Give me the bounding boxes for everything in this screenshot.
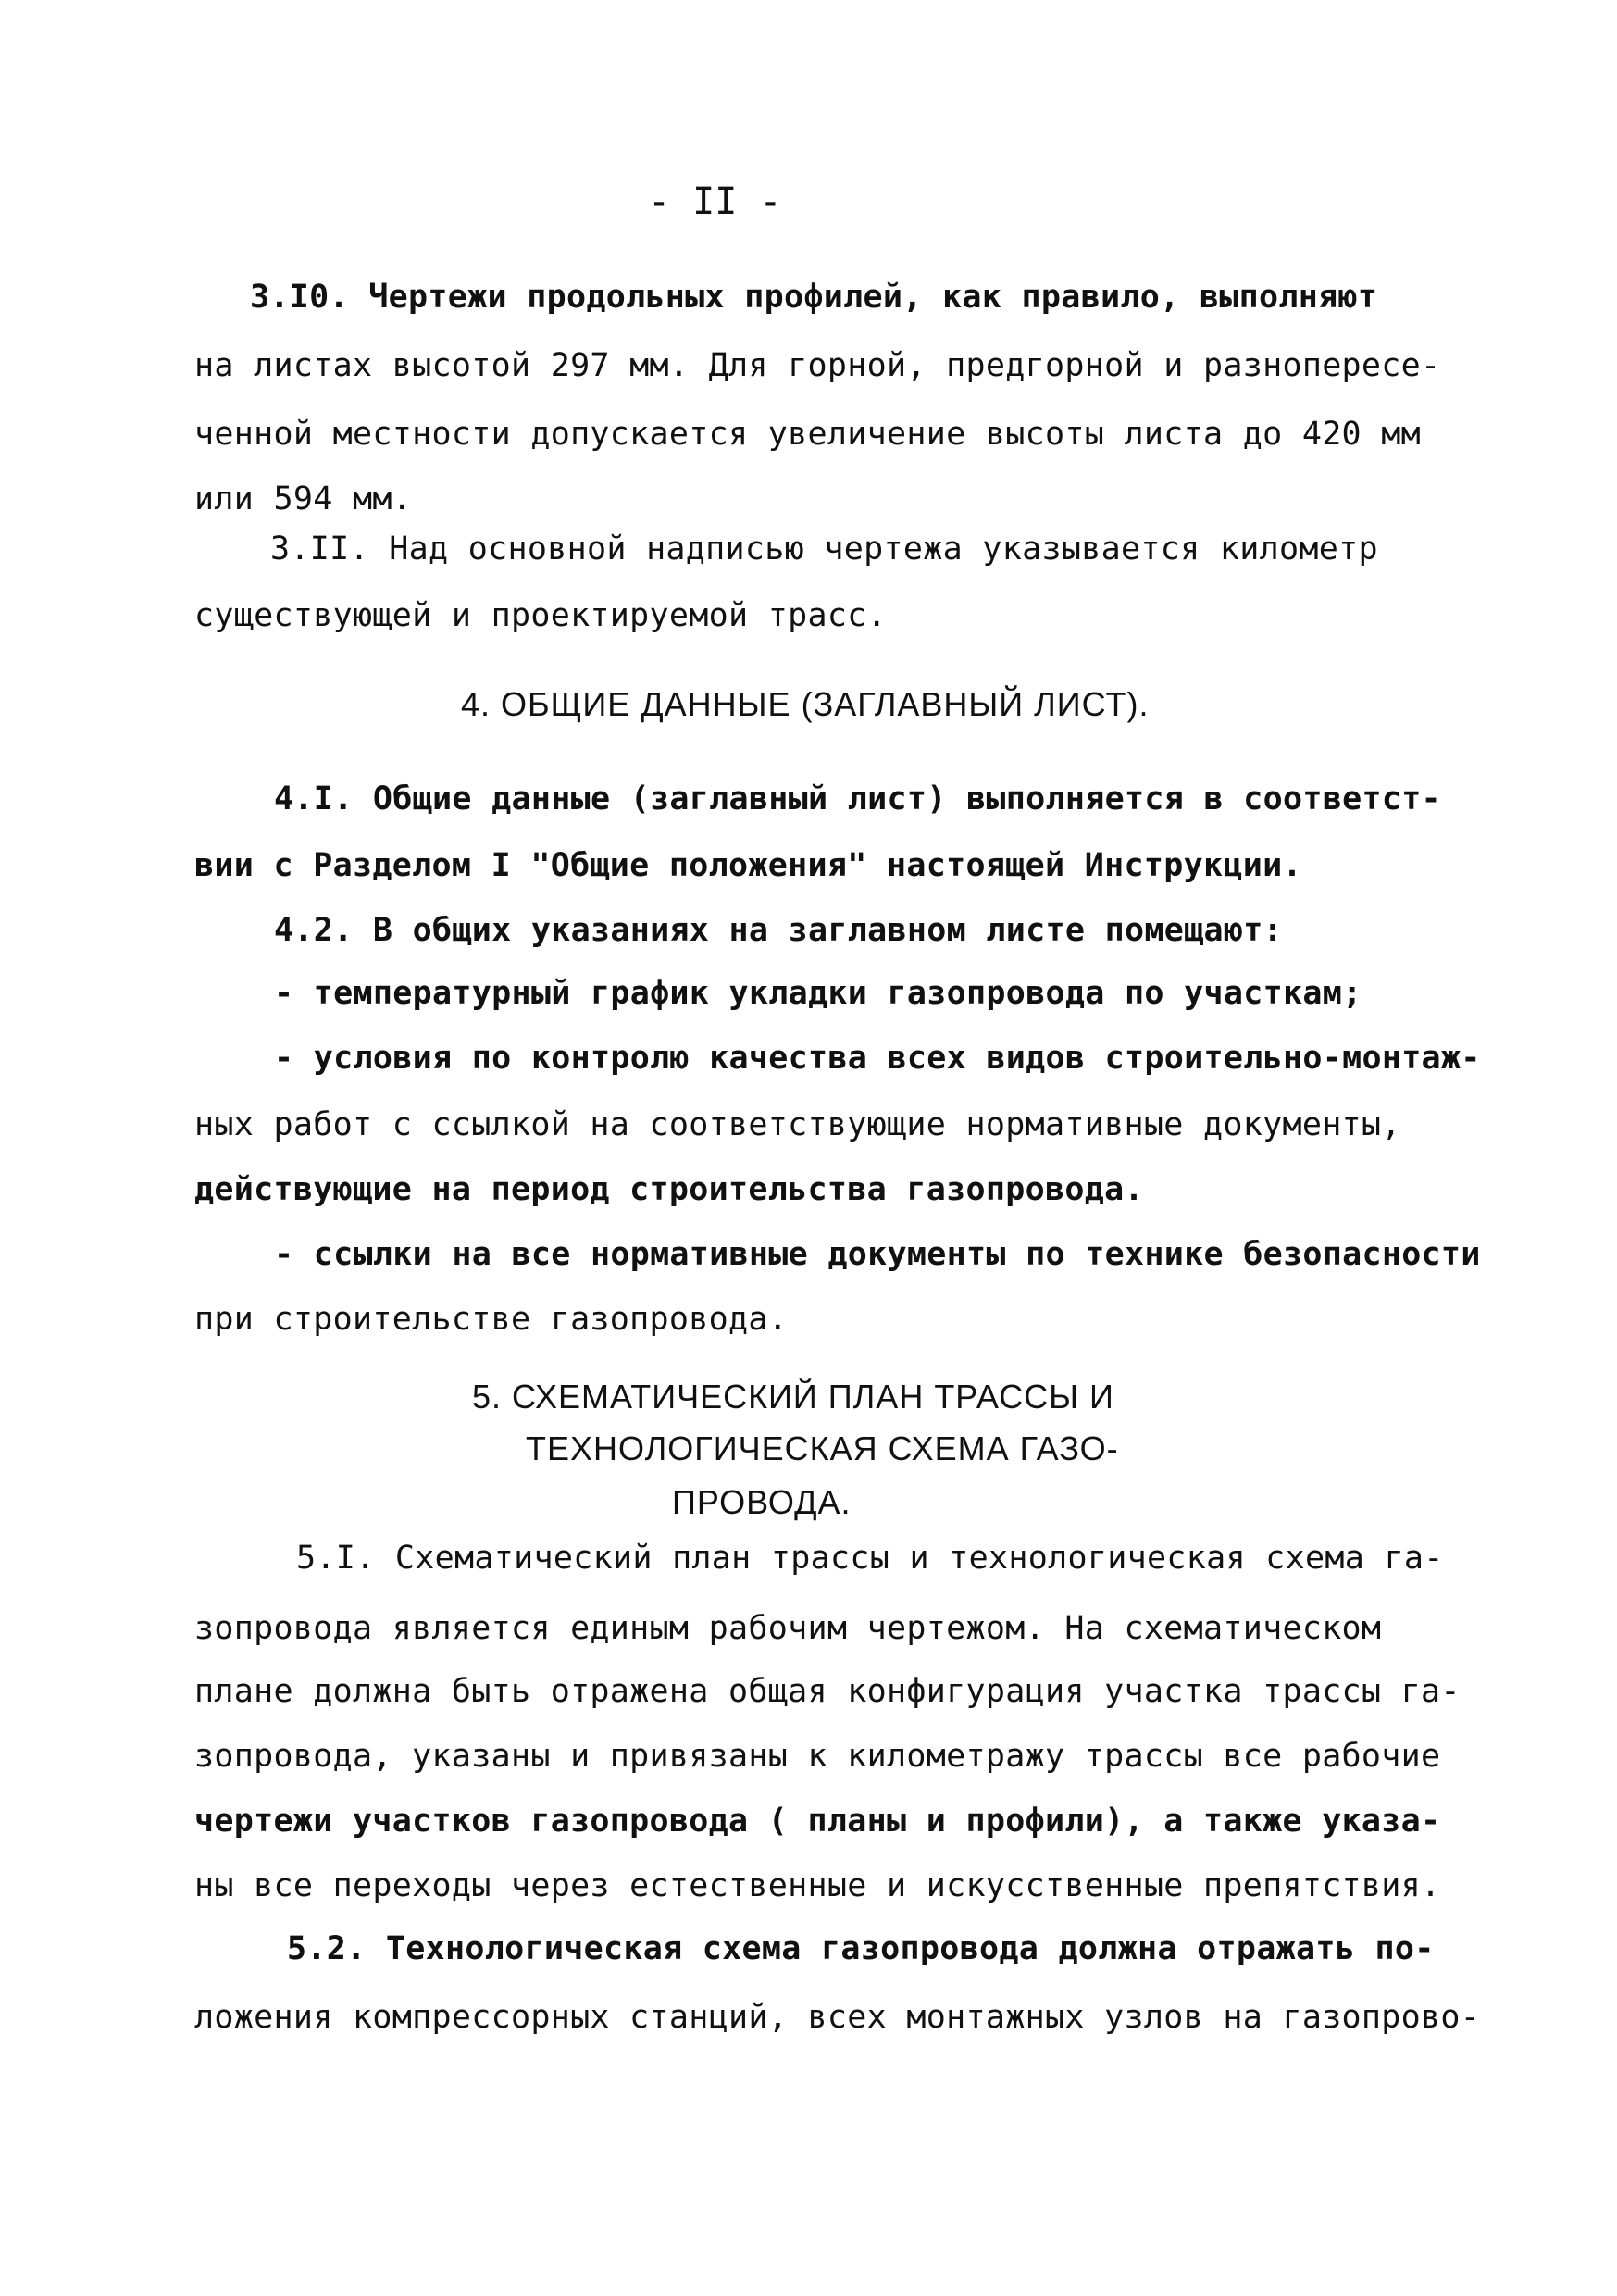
section-heading-5: ПРОВОДА. [672,1483,852,1521]
page-number: - II - [648,181,782,223]
paragraph-4-2-line: - температурный график укладки газопровода по участкам; [274,975,1362,1012]
paragraph-4-2-line: 4.2. В общих указаниях на заглавном листе помещают: [274,912,1283,949]
paragraph-3-11-line: существующей и проектируемой трасс. [194,597,888,634]
paragraph-3-10-line: на листах высотой 297 мм. Для горной, предгорной и разнопересе- [194,347,1441,384]
paragraph-4-2-line: - условия по контролю качества всех видов строительно-монтаж- [274,1040,1481,1077]
paragraph-3-11-line: 3.II. Над основной надписью чертежа указывается километр [270,530,1378,568]
paragraph-5-1-line: 5.I. Схематический план трассы и технологическая схема га- [296,1540,1444,1577]
section-heading-4: 4. ОБЩИЕ ДАННЫЕ (ЗАГЛАВНЫЙ ЛИСТ). [461,685,1150,723]
paragraph-5-2-line: ложения компрессорных станций, всех монтажных узлов на газопрово- [194,1999,1481,2036]
paragraph-4-2-line: ных работ с ссылкой на соответствующие нормативные документы, [194,1106,1401,1143]
section-heading-5: ТЕХНОЛОГИЧЕСКАЯ СХЕМА ГАЗО- [526,1429,1119,1467]
paragraph-4-2-line: при строительстве газопровода. [194,1301,789,1338]
paragraph-3-10-line: или 594 мм. [194,480,413,518]
paragraph-5-1-line: ны все переходы через естественные и искусственные препятствия. [194,1867,1441,1904]
paragraph-3-10-line: ченной местности допускается увеличение высоты листа до 420 мм [194,416,1422,453]
paragraph-4-1-line: 4.I. Общие данные (заглавный лист) выполняется в соответст- [274,780,1441,817]
paragraph-5-1-line: плане должна быть отражена общая конфигурация участка трассы га- [194,1673,1461,1710]
paragraph-4-2-line: действующие на период строительства газопровода. [194,1171,1144,1208]
paragraph-5-1-line: чертежи участков газопровода ( планы и профили), а также указа- [194,1803,1441,1840]
paragraph-3-10-line: 3.I0. Чертежи продольных профилей, как правило, выполняют [250,279,1378,316]
paragraph-5-1-line: зопровода является единым рабочим чертежом. На схематическом [194,1610,1382,1647]
paragraph-5-2-line: 5.2. Технологическая схема газопровода должна отражать по- [287,1930,1435,1967]
paragraph-4-2-line: - ссылки на все нормативные документы по технике безопасности [274,1236,1481,1273]
paragraph-5-1-line: зопровода, указаны и привязаны к километражу трассы все рабочие [194,1738,1441,1775]
paragraph-4-1-line: вии с Разделом I "Общие положения" настоящей Инструкции. [194,847,1302,884]
section-heading-5: 5. СХЕМАТИЧЕСКИЙ ПЛАН ТРАССЫ И [472,1378,1114,1416]
